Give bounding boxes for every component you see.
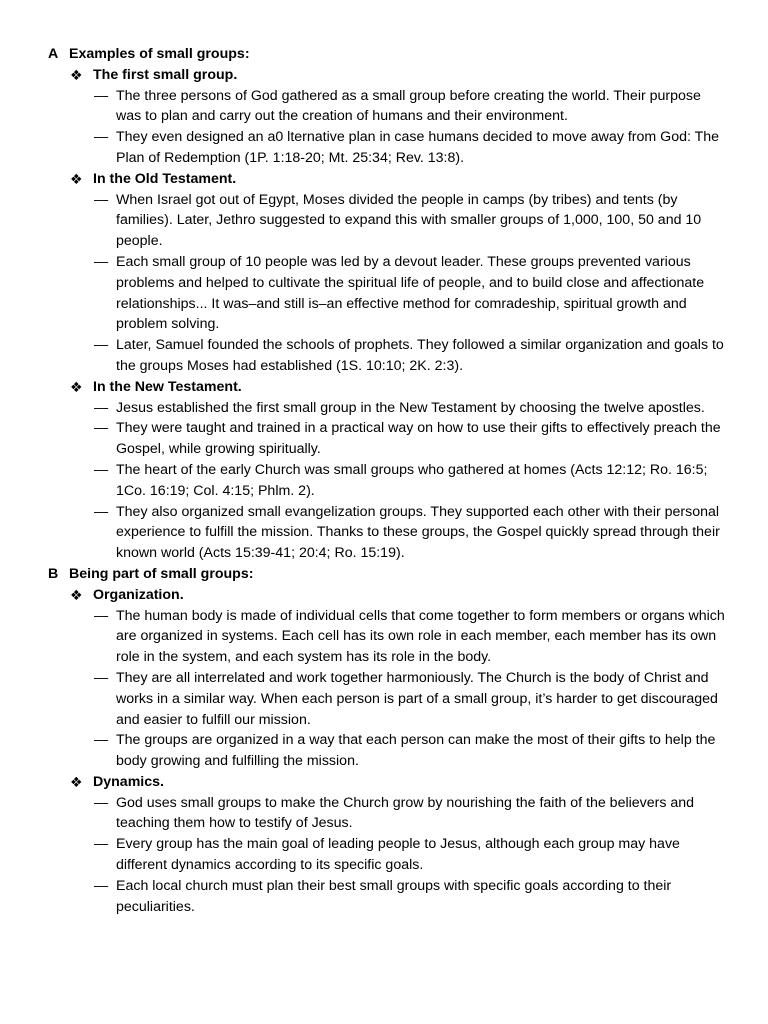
list-item-text: Every group has the main goal of leading people to Jesus, although each group may have different dynamics according to its specific goals. xyxy=(116,836,680,874)
list-item xyxy=(94,793,728,835)
outline-subsection xyxy=(70,772,728,918)
diamond-bullet-icon: ❖ xyxy=(70,378,83,395)
list-item-text: When Israel got out of Egypt, Moses divided the people in camps (by tribes) and tents (by families). Later, Jethro suggested to expand this with smaller groups of 1,000, 100, 50 and 10 people. xyxy=(116,191,702,250)
list-item-text: The three persons of God gathered as a small group before creating the world. Their purpose was to plan and carry out the creation of humans and their environment. xyxy=(116,87,701,125)
list-item-text: Later, Samuel founded the schools of prophets. They followed a similar organization and goals to the groups Moses had established (1S. 10:10; 2K. 2:3). xyxy=(116,337,724,374)
dash-bullet-icon: — xyxy=(94,669,109,686)
dash-bullet-icon: — xyxy=(94,461,109,478)
list-item-text: The human body is made of individual cells that come together to form members or organs which are organized in systems. Each cell has its own role in each member, each member has its own role in the system, and each system has its role in the body. xyxy=(116,607,725,666)
list-item xyxy=(94,398,728,419)
section-heading xyxy=(48,44,728,65)
subsection-heading xyxy=(70,772,728,793)
list-item xyxy=(94,876,728,918)
dash-bullet-icon: — xyxy=(94,794,109,811)
subsection-heading xyxy=(70,585,728,606)
subsection-heading xyxy=(70,377,728,398)
dash-bullet-icon: — xyxy=(94,732,109,749)
list-item xyxy=(94,86,728,128)
outline-section xyxy=(48,564,728,918)
item-list xyxy=(70,606,728,772)
list-item xyxy=(94,668,728,730)
list-item-text: God uses small groups to make the Church grow by nourishing the faith of the believers and teaching them how to testify of Jesus. xyxy=(116,794,695,832)
diamond-bullet-icon: ❖ xyxy=(70,66,83,83)
dash-bullet-icon: — xyxy=(94,129,109,146)
list-item-text: Each small group of 10 people was led by a devout leader. These groups prevented various problems and helped to cultivate the spiritual life of people, and to build close and affectionate relationships... It was–and still is–an effective method for comradeship, spiritual growth and problem solving. xyxy=(116,253,705,333)
item-list xyxy=(70,190,728,377)
list-item xyxy=(94,606,728,668)
subsection-title: Organization. xyxy=(93,586,184,603)
dash-bullet-icon: — xyxy=(94,87,109,104)
section-letter: B xyxy=(48,565,59,582)
list-item xyxy=(94,834,728,876)
list-item-text: They also organized small evangelization groups. They supported each other with their personal experience to fulfill the mission. Thanks to these groups, the Gospel quickly spread through their known world (Acts 15:39-41; 20:4; Ro. 15:19). xyxy=(116,503,720,562)
dash-bullet-icon: — xyxy=(94,191,109,208)
list-item xyxy=(94,730,728,772)
subsection-title: The first small group. xyxy=(93,66,238,83)
list-item-text: They were taught and trained in a practical way on how to use their gifts to effectively preach the Gospel, while growing spiritually. xyxy=(116,420,721,458)
dash-bullet-icon: — xyxy=(94,877,109,894)
list-item xyxy=(94,460,728,502)
list-item xyxy=(94,418,728,460)
dash-bullet-icon: — xyxy=(94,337,109,354)
outline-section xyxy=(48,44,728,564)
dash-bullet-icon: — xyxy=(94,503,109,520)
dash-bullet-icon: — xyxy=(94,420,109,437)
item-list xyxy=(70,793,728,918)
list-item xyxy=(94,252,728,335)
list-item-text: The groups are organized in a way that each person can make the most of their gifts to help the body growing and fulfilling the mission. xyxy=(116,732,716,770)
item-list xyxy=(70,86,728,169)
dash-bullet-icon: — xyxy=(94,399,109,416)
list-item xyxy=(94,502,728,564)
outline-subsection xyxy=(70,377,728,564)
subsection-title: In the Old Testament. xyxy=(93,170,237,187)
dash-bullet-icon: — xyxy=(94,253,109,270)
list-item-text: They are all interrelated and work together harmoniously. The Church is the body of Christ and works in a similar way. When each person is part of a small group, it’s harder to get discouraged and easier to fulfill our mission. xyxy=(116,669,718,728)
section-heading xyxy=(48,564,728,585)
outline-subsection xyxy=(70,65,728,169)
item-list xyxy=(70,398,728,564)
dash-bullet-icon: — xyxy=(94,836,109,853)
diamond-bullet-icon: ❖ xyxy=(70,773,83,790)
section-title: Being part of small groups: xyxy=(69,565,254,582)
list-item xyxy=(94,335,728,377)
outline-subsection xyxy=(70,169,728,377)
subsection-heading xyxy=(70,169,728,190)
diamond-bullet-icon: ❖ xyxy=(70,170,83,187)
list-item-text: Jesus established the first small group in the New Testament by choosing the twelve apostles. xyxy=(116,399,705,416)
dash-bullet-icon: — xyxy=(94,607,109,624)
section-letter: A xyxy=(48,46,59,62)
diamond-bullet-icon: ❖ xyxy=(70,586,83,603)
list-item-text: They even designed an a0 lternative plan in case humans decided to move away from God: The Plan of Redemption (1P. 1:18-20; Mt. 25:34; Rev. 13:8). xyxy=(116,129,720,166)
section-title: Examples of small groups: xyxy=(69,46,250,62)
list-item xyxy=(94,127,728,169)
list-item xyxy=(94,190,728,252)
subsection-title: Dynamics. xyxy=(93,773,164,790)
list-item-text: The heart of the early Church was small groups who gathered at homes (Acts 12:12; Ro. 16:5; 1Co. 16:19; Col. 4:15; Phlm. 2). xyxy=(116,461,708,499)
subsection-heading xyxy=(70,65,728,86)
subsection-title: In the New Testament. xyxy=(93,378,242,395)
outline-subsection xyxy=(70,585,728,772)
list-item-text: Each local church must plan their best small groups with specific goals according to their peculiarities. xyxy=(116,877,672,915)
